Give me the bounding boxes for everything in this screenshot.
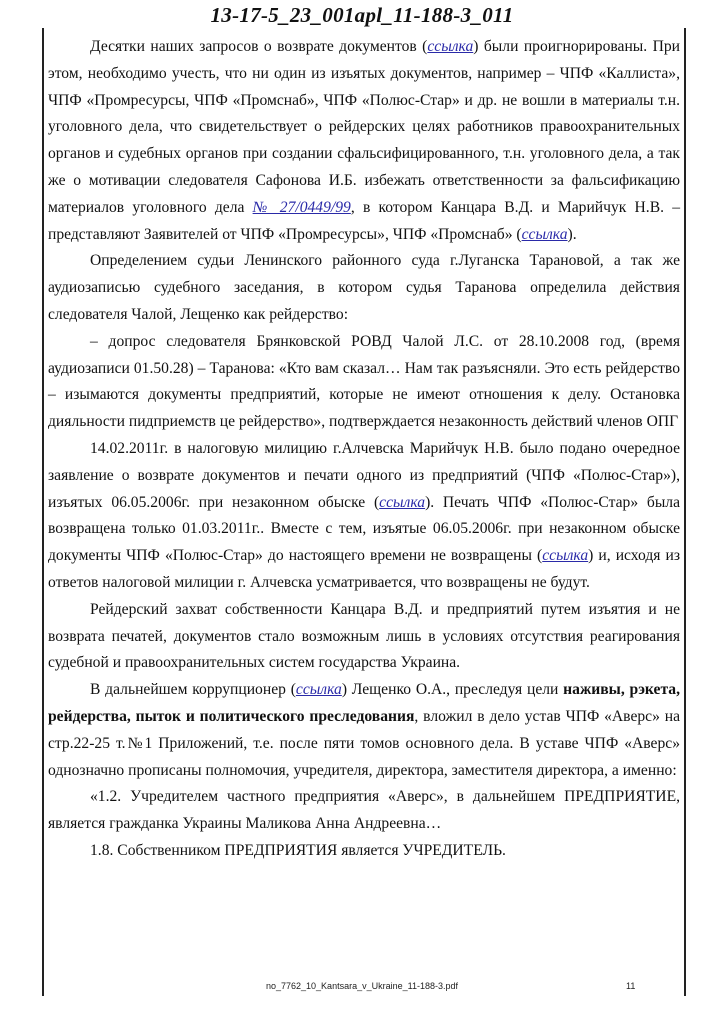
paragraph-8-quote: 1.8. Собственником ПРЕДПРИЯТИЯ является УЧРЕДИТЕЛЬ. — [90, 841, 506, 859]
bold-emphasis: наживы, рэкета, рейдерства, пыток и политического преследования — [48, 681, 680, 725]
paragraph-3: – допрос следователя Брянковской РОВД Чалой Л.С. от 28.10.2008 год, (время аудиозаписи 01.50.28) – Таранова: «Кто вам сказал… Нам так разъясняли. Это есть рейдерство – изымаются документы предприятий, которые не имеют отношения к делу. Остановка дияльности пидприемств це рейдерство», подтверждается незаконность действий членов ОПГ — [48, 332, 680, 431]
link-reference[interactable]: ссылка — [521, 225, 568, 243]
footer-page-number: 11 — [626, 981, 636, 991]
document-header-title: 13-17-5_23_001apl_11-188-3_011 — [210, 3, 514, 27]
link-reference[interactable]: ссылка — [295, 681, 342, 699]
paragraph-2: Определением судьи Ленинского районного суда г.Луганска Тарановой, а так же аудиозаписью судебного заседания, в котором судья Таранова определила действия следователя Чалой, Лещенко как рейдерство: — [48, 252, 680, 323]
paragraph-4: 14.02.2011г. в налоговую милицию г.Алчевска Марийчук Н.В. было подано очередное заявление о возврате документов и печати одного из предприятий (ЧПФ «Полюс-Стар»), изъятых 06.05.2006г. при незаконном обыске (ссылка). Печать ЧПФ «Полюс-Стар» была возвращена только 01.03.2011г.. Вместе с тем, изъятые 06.05.2006г. при незаконном обыске документы ЧПФ «Полюс-Стар» до настоящего времени не возвращены (ссылка) и, исходя из ответов налоговой милиции г. Алчевска усматривается, что возвращены не будут. — [48, 439, 680, 591]
paragraph-6: В дальнейшем коррупционер (ссылка) Лещенко О.А., преследуя цели наживы, рэкета, рейдерства, пыток и политического преследования, вложил в дело устав ЧПФ «Аверс» на стр.22-25 т.№1 Приложений, т.е. после пяти томов основного дела. В уставе ЧПФ «Аверс» однозначно прописаны полномочия, учредителя, директора, заместителя директора, а именно: — [48, 681, 680, 779]
footer-filename: no_7762_10_Kantsara_v_Ukraine_11-188-3.pdf — [266, 981, 458, 991]
case-number-link[interactable]: № 27/0449/99 — [252, 198, 351, 216]
link-reference[interactable]: ссылка — [379, 493, 426, 511]
paragraph-1: Десятки наших запросов о возврате документов (ссылка) были проигнорированы. При этом, необходимо учесть, что ни один из изъятых документов, например – ЧПФ «Каллиста», ЧПФ «Промресурсы, ЧПФ «Промснаб», ЧПФ «Полюс-Стар» и др. не вошли в материалы т.н. уголовного дела, что свидетельствует о рейдерских целях работников правоохранительных органов и судебных органов при создании сфальсифицированного, т.н. уголовного дела, а так же о мотивации следователя Сафонова И.Б. избежать ответственности за фальсификацию материалов уголовного дела № 27/0449/99, в котором Канцара В.Д. и Марийчук Н.В. – представляют Заявителей от ЧПФ «Промресурсы», ЧПФ «Промснаб» (ссылка). — [48, 38, 680, 243]
left-border-line — [42, 28, 44, 996]
paragraph-5: Рейдерский захват собственности Канцара В.Д. и предприятий путем изъятия и не возврата печатей, документов стало возможным лишь в условиях отсутствия реагирования судебной и правоохранительных систем государства Украина. — [48, 600, 680, 672]
right-border-line — [684, 28, 686, 996]
paragraph-7-quote: «1.2. Учредителем частного предприятия «Аверс», в дальнейшем ПРЕДПРИЯТИЕ, является гражданка Украины Маликова Анна Андреевна… — [48, 788, 680, 833]
document-body — [48, 34, 680, 865]
link-reference[interactable]: ссылка — [427, 38, 474, 55]
link-reference[interactable]: ссылка — [542, 547, 589, 565]
